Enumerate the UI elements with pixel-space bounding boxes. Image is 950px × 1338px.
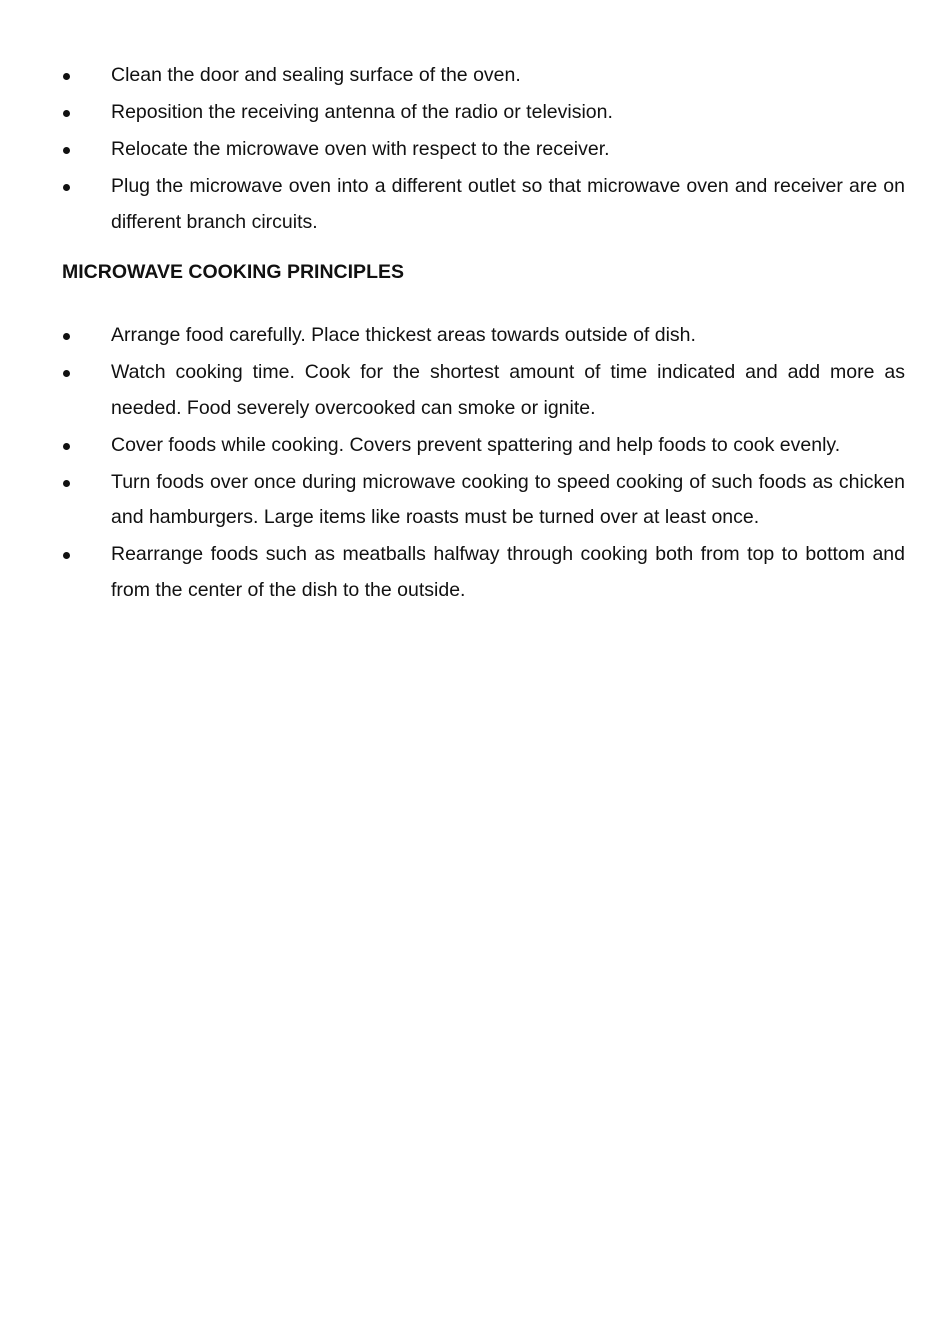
interference-steps-list [62,58,905,242]
list-item-text: Turn foods over once during microwave cooking to speed cooking of such foods as chicken and hamburgers. Large items like roasts must be turned over at least once. [111,470,905,528]
section-heading: MICROWAVE COOKING PRINCIPLES [62,261,404,283]
list-item-text: Rearrange foods such as meatballs halfway through cooking both from top to bottom and from the center of the dish to the outside. [111,543,905,601]
list-item [62,58,905,94]
bullet-icon [62,132,74,168]
bullet-icon [62,318,74,354]
bullet-icon [62,169,74,205]
list-item-text: Watch cooking time. Cook for the shortest amount of time indicated and add more as needed. Food severely overcooked can smoke or ignite. [111,361,905,419]
list-item [62,95,905,131]
list-item-text: Plug the microwave oven into a different outlet so that microwave oven and receiver are on different branch circuits. [111,175,905,233]
list-item-text: Reposition the receiving antenna of the radio or television. [111,101,613,123]
list-item [62,318,905,354]
bullet-icon [62,465,74,501]
list-item [62,465,905,536]
bullet-icon [62,537,74,573]
list-item [62,132,905,168]
list-item [62,428,905,464]
list-item [62,355,905,426]
bullet-icon [62,58,74,94]
cooking-principles-list [62,318,905,610]
list-item [62,169,905,240]
list-item-text: Relocate the microwave oven with respect to the receiver. [111,138,610,160]
list-item-text: Clean the door and sealing surface of the oven. [111,64,521,86]
list-item-text: Arrange food carefully. Place thickest areas towards outside of dish. [111,324,696,346]
list-item-text: Cover foods while cooking. Covers prevent spattering and help foods to cook evenly. [111,433,841,456]
list-item [62,537,905,608]
bullet-icon [62,95,74,131]
bullet-icon [62,355,74,391]
bullet-icon [62,428,74,464]
